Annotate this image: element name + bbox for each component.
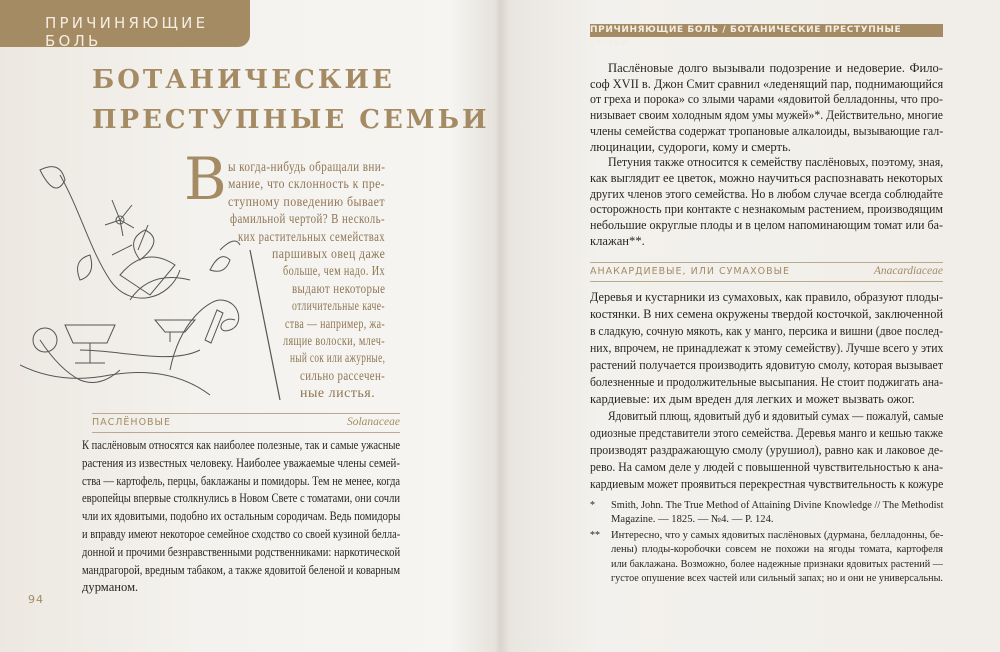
intro-line: сильно рассечен- bbox=[300, 368, 386, 384]
section-name: ПАСЛЁНОВЫЕ bbox=[92, 417, 171, 428]
body-line: чли их ядовитыми, подобно их остальным сородичам. Ведь помидоры bbox=[82, 509, 401, 524]
intro-line: ких растительных семействах bbox=[238, 229, 385, 245]
body-line: донной и прочими безнравственными родственниками: наркотической bbox=[82, 544, 401, 559]
body-line: клажан**. bbox=[590, 233, 645, 248]
body-line: кардиевым может проявиться перекрестная чувствительность к кожуре bbox=[590, 477, 944, 491]
body-line: люцинации, судороги, кому и смерть. bbox=[590, 139, 791, 154]
body-line: в сладкую, сочную мякоть, как у манго, персика и вишни (двое послед- bbox=[590, 324, 943, 338]
body-line: от греха и порока» со злыми чарами «ядовитой белладонны, что про- bbox=[590, 92, 943, 107]
body-line: Паслёновые долго вызывали подозрение и недоверие. Фило- bbox=[608, 61, 943, 75]
body-line: дурманом. bbox=[82, 580, 139, 595]
page-title bbox=[92, 60, 490, 140]
body-line: них, впрочем, не принадлежат к этому семейству). Лучше всего у этих bbox=[590, 341, 944, 355]
body-line: ства — картофель, перцы, баклажаны и помидоры. Тем не менее, когда bbox=[82, 473, 401, 488]
intro-line: выдают некоторые bbox=[292, 281, 386, 297]
body-line: Ядовитый плющ, ядовитый дуб и ядовитый сумах — пожалуй, самые bbox=[608, 409, 944, 423]
body-line: производят раздражающую смолу (урушиол), равно как и лаковое де- bbox=[590, 443, 944, 457]
intro-line: ные листья. bbox=[300, 386, 376, 402]
body-line: осторожность при контакте с незнакомым растением, производящим bbox=[590, 202, 943, 217]
body-line: члены семейства содержат тропановые алкалоиды, вызывающие гал- bbox=[590, 123, 944, 138]
page-number: 94 bbox=[28, 593, 44, 606]
body-line: как выглядит ее цветок, можно научиться распознавать некоторых bbox=[590, 170, 943, 185]
body-line: К паслёновым относятся как наиболее полезные, так и самые ужасные bbox=[82, 438, 401, 452]
body-line: кардиевые: их дым вреден для легких и может вызвать ожог. bbox=[590, 392, 915, 406]
body-line: Петуния также относится к семейству паслёновых, поэтому, зная, bbox=[608, 155, 944, 170]
body-line: болезненные и продолжительные высыпания. Не стоит поджигать ана- bbox=[590, 375, 943, 389]
intro-line: мание, что склонность к пре- bbox=[228, 177, 385, 193]
footnote-line: Интересно, что у самых ядовитых паслёновых (дурмана, белладонны, бе- bbox=[611, 530, 944, 542]
intro-line: отличительные каче- bbox=[292, 299, 385, 315]
section-latin-name: Solanaceae bbox=[346, 416, 400, 428]
body-line: одиозные представители этого семейства. Деревья манго и кешью также bbox=[590, 426, 943, 440]
title-line: БОТАНИЧЕСКИЕ bbox=[92, 65, 395, 95]
intro-line: фамильной чертой? В несколь- bbox=[230, 212, 385, 228]
body-line: растения из известных человеку. Наиболее уважаемые члены семей- bbox=[82, 455, 400, 470]
body-line: костянки. В них семена окружены твердой косточкой, заключенной bbox=[590, 307, 943, 321]
body-line: европейцы впервые столкнулись в Новом Свете с томатами, они сочли bbox=[82, 491, 400, 506]
footnote-line: или баклажана. Возможно, более надежные признаки ядовитых растений — bbox=[611, 558, 943, 570]
footnote-line: Magazine. — 1825. — №4. — P. 124. bbox=[611, 514, 774, 526]
section-header-solanaceae bbox=[92, 413, 400, 433]
intro-line: больше, чем надо. Их bbox=[283, 264, 385, 280]
chapter-tab bbox=[0, 0, 250, 50]
body-line: Деревья и кустарники из сумаховых, как правило, образуют плоды- bbox=[590, 290, 944, 304]
body-line: растений получается производить ядовитую смолу, которая вызывает bbox=[590, 358, 943, 372]
body-line: небольшие округлые плоды и в целом напоминающим томат или ба- bbox=[590, 218, 943, 232]
intro-line: ства — например, жа- bbox=[285, 316, 386, 332]
footnote-line: Smith, John. The True Method of Attaining Divine Knowledge // The Methodist bbox=[611, 500, 944, 511]
intro-line: ступному поведению бывает bbox=[228, 194, 385, 210]
body-line: других членов этого семейства. Но в любом случае всегда соблюдайте bbox=[590, 186, 943, 201]
footnote-line: лены) плоды-коробочки совсем не похожи на ягоды томата, картофеля bbox=[611, 544, 943, 556]
chapter-tab-label: ПРИЧИНЯЮЩИЕ БОЛЬ bbox=[45, 14, 209, 50]
title-line: ПРЕСТУПНЫЕ СЕМЬИ bbox=[92, 105, 490, 135]
body-line: соф XVII в. Джон Смит сравнил «леденящий пар, поднимающийся bbox=[590, 76, 944, 91]
body-line: низывает своим холодным ядом умы мужей»*. Действительно, многие bbox=[590, 108, 943, 123]
running-head bbox=[590, 24, 943, 48]
footnote-line: густое опушение всех частей или сильный запах; но и они не универсальны. bbox=[611, 573, 943, 584]
intro-line: ный сок или ажурные, bbox=[290, 351, 386, 367]
footnote-mark: * bbox=[590, 500, 595, 511]
section-header-anacardiaceae bbox=[590, 262, 943, 282]
drop-cap: В bbox=[184, 145, 227, 213]
running-head-label: ПРИЧИНЯЮЩИЕ БОЛЬ / БОТАНИЧЕСКИЕ ПРЕСТУПНЫЕ СЕМЬИ bbox=[590, 25, 902, 48]
intro-line: ы когда-нибудь обращали вни- bbox=[228, 160, 386, 175]
intro-line: паршивых овец даже bbox=[272, 247, 386, 262]
body-line: мандрагорой, вредным табаком, а также ядовитой беленой и коварным bbox=[82, 562, 400, 577]
body-line: и вправду имеют некоторое семейное сходство со своей кузиной белла- bbox=[82, 527, 401, 541]
section-latin-name: Anacardiaceae bbox=[873, 265, 943, 277]
body-line: рево. На самом деле у людей с повышенной чувствительностью к ана- bbox=[590, 460, 943, 474]
section-name: АНАКАРДИЕВЫЕ, ИЛИ СУМАХОВЫЕ bbox=[590, 266, 790, 277]
intro-line: лящие волоски, млеч- bbox=[283, 334, 385, 349]
footnote-mark: ** bbox=[590, 530, 600, 542]
